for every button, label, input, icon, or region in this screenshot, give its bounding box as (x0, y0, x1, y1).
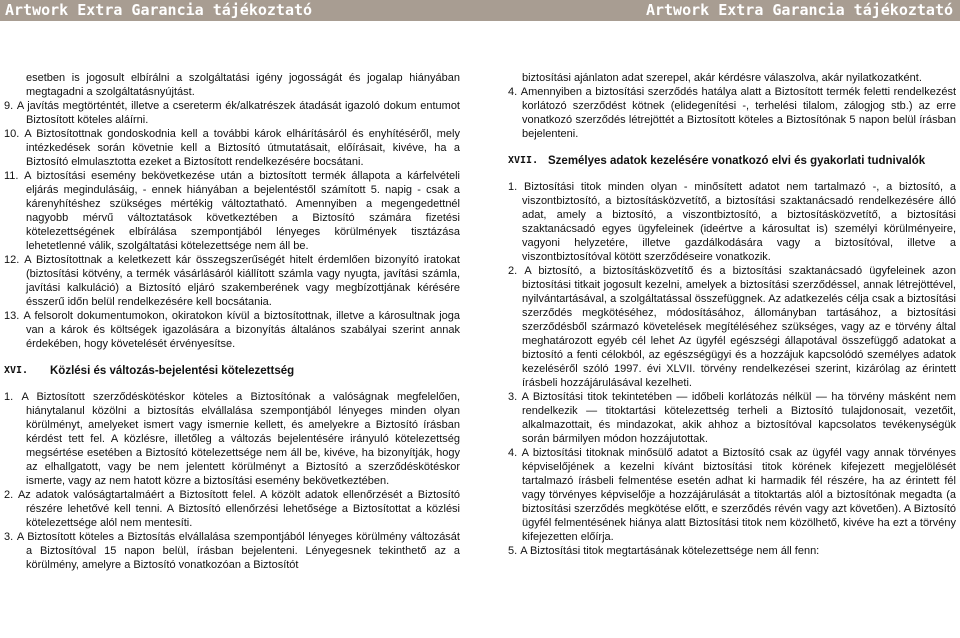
list-item (508, 180, 956, 264)
item-text: A biztosító, a biztosításközvetítő és a biztosítási szaktanácsadó ügyfeleinek azon biztosítási titkait jogosult kezelni, amelyek a biztosítási szerződéssel, annak létrejöttével, nyilvántartásával, a szolgáltatással összefüggnek. Az adatkezelés célja csak a biztosítási szerződés megkötéséhez, módosításához, állományban tartásához, a biztosítási szerződésből származó követelések megítéléséhez szükséges, vagy az e törvény által meghatározott egyéb cél lehet Az ügyfél egészségi állapotával összefüggő adatokat a biztosító a fenti célokból, az egészségügyi és a hozzájuk kapcsolódó személyes adatok kezeléséről szóló 1997. évi XLVII. törvény rendelkezései szerint, kizárólag az érintett írásbeli hozzájárulásával kezelheti. (522, 265, 957, 389)
item-number: 2. (4, 489, 14, 501)
item-text: A Biztosított szerződéskötéskor köteles a Biztosítónak a valóságnak megfelelően, hiánytalanul közölni a biztosítás elvállalása szempontjából lényeges minden olyan körülményt, amelyeket ismert vagy ismernie kellett, és amelyekre a Biztosító írásban kérdést tett fel. A közlésre, illetőleg a változás bejelentésére irányuló kötelezettség megsértése esetében a Biztosító kötelezettsége nem áll be, kivéve, ha bizonyítják, hogy az elhallgatott, vagy be nem jelentett körülményt a Biztosító a szerződéskötéskor ismerte, vagy az nem hatott közre a biztosítási esemény bekövetkeztében. (21, 391, 461, 487)
list-item (4, 99, 460, 127)
header-title-right: Artwork Extra Garancia tájékoztató (645, 1, 953, 19)
item-number: 1. (4, 391, 14, 403)
section-xvi-list (4, 390, 460, 572)
list-item (4, 488, 460, 530)
item-number: 5. (508, 545, 518, 557)
item-text: A felsorolt dokumentumokon, okiratokon kívül a biztosítottnak, illetve a károsultnak joga van a károk és költségek igazolására a bizonyítás általános szabályai szerint annak érdekében, hogy követelését érvényesítse. (23, 310, 460, 350)
item-text: A Biztosítási titok megtartásának kötelezettsége nem áll fenn: (520, 545, 820, 557)
item-number: 10. (4, 128, 20, 140)
list-item (508, 264, 956, 390)
item-number: 9. (4, 100, 14, 112)
list-item (4, 127, 460, 169)
item-text: A Biztosított köteles a Biztosítás elvállalása szempontjából lényeges körülmény változását a Biztosítóval 15 napon belül, írásban bejelenteni. Lényegesnek tekinthető az a körülmény, amelyre a Biztosító vonatkozóan a Biztosítót (16, 531, 460, 571)
list-item (508, 446, 956, 544)
item-text: A Biztosítottnak gondoskodnia kell a további károk elhárításáról és enyhítéséről, mely intézkedések során követnie kell a Biztosító útmutatásait, előírásait, kivéve, ha a Biztosító elmulasztotta ezeket a Biztosított rendelkezésére bocsátani. (24, 128, 460, 168)
item-text: A biztosítási titoknak minősülő adatot a Biztosító csak az ügyfél vagy annak törvényes képviselőjének a kezelni kívánt biztosítási titok körének kifejezett megjelölését tartalmazó írásbeli felmentése esetén adhat ki harmadik fél részére, ha az érintett fél vagy törvényes képviselője a hozzájárulását a titoktartás alól a biztosítónak megadta (a biztosítási szerződés megkötése előtt, e szerződés révén vagy azt követően). A Biztosító ügyfél felmentésének hiánya alatt Biztosítási titok nem közölhető, kivéve ha ezt a törvény kifejezetten előírja. (521, 447, 956, 543)
list-item (4, 530, 460, 572)
left-numbered-list (4, 99, 460, 351)
right-intro-paragraph: biztosítási ajánlaton adat szerepel, akár kérdésre válaszolva, akár nyilatkozatként. (522, 72, 922, 84)
item-number: 12. (4, 254, 20, 266)
list-item (4, 169, 460, 253)
item-number: 13. (4, 310, 20, 322)
page-header (0, 0, 960, 21)
left-intro-paragraph: esetben is jogosult elbírálni a szolgáltatási igény jogosságát és jogalap hiányában megtagadni a szolgáltatásnyújtást. (26, 72, 460, 98)
item-number: 3. (508, 391, 518, 403)
right-column (508, 71, 956, 558)
list-item (4, 309, 460, 351)
left-column (4, 71, 460, 572)
item-number: 4. (508, 86, 518, 98)
list-item (4, 253, 460, 309)
item-number: 11. (4, 170, 19, 182)
list-item (4, 390, 460, 488)
item-number: 4. (508, 447, 518, 459)
item-text: A Biztosítottnak a keletkezett kár összegszerűségét hitelt érdemlően bizonyító iratokat (biztosítási kötvény, a termék vásárlásáról kiállított számla vagy nyugta, javítási számla, javítási kalkuláció) a Biztosító eljáró szakemberének vagy megbízottjának kérésére ésszerű időn belül rendelkezésére kell bocsátania. (24, 254, 460, 308)
section-heading-xvii (508, 154, 956, 168)
section-xvii-list (508, 180, 956, 558)
item-text: Amennyiben a biztosítási szerződés hatálya alatt a Biztosított termék feletti rendelkezést korlátozó szerződést kötnek (elidegenítési -, terhelési tilalom, zálogjog stb.) az erre vonatkozó szerződés létrejöttét a Biztosított köteles a Biztosítónak 5 napon belül írásban bejelenteni. (520, 86, 957, 140)
section-number: XVII. (508, 155, 539, 166)
item-text: Az adatok valóságtartalmáért a Biztosított felel. A közölt adatok ellenőrzését a Biztosító részére lehetővé kell tenni. A Biztosító ellenőrzési lehetősége a Biztosítottat a közlési kötelezettsége alól nem mentesíti. (17, 489, 460, 529)
list-item (508, 390, 956, 446)
header-title-left: Artwork Extra Garancia tájékoztató (5, 1, 313, 19)
item-text: Biztosítási titok minden olyan - minősített adatot nem tartalmazó -, a biztosító, a viszontbiztosító, a biztosításközvetítő, a biztosítási szaktanácsadó rendelkezésére álló adat, amely a biztosító, a viszontbiztosító, a biztosításközvetítő, a biztosítási szaktanácsadó egyes ügyfeleinek (ideértve a károsultat is) személyi körülményeire, vagyoni helyzetére, illetve gazdálkodására vagy a biztosítóval, illetve a viszontbiztosítóval kötött szerződéseire vonatkozik. (522, 181, 956, 263)
list-item (508, 544, 956, 558)
item-number: 2. (508, 265, 518, 277)
item-number: 1. (508, 181, 518, 193)
section-heading-xvi (4, 364, 460, 378)
item-text: A javítás megtörténtét, illetve a csereterm ék/alkatrészek átadását igazoló dokum entumot Biztosított köteles aláírni. (16, 100, 460, 126)
list-item (508, 85, 956, 141)
item-number: 3. (4, 531, 14, 543)
section-title: Közlési és változás-bejelentési kötelezettség (50, 365, 295, 377)
item-text: A biztosítási esemény bekövetkezése után a biztosított termék állapota a kárfelvételi eljárás megindulásáig, - ennek hiányában a bejelentéstől számított 5. napig - csak a kárenyhítéshez szükséges mértékig változtatható. Amennyiben a megengedettnél nagyobb mérvű változtatások következtében a Biztosító számára fizetési kötelezettségének elbírálása szempontjából lényeges körülmények tisztázása lehetetlenné válik, szolgáltatási kötelezettsége nem áll be. (24, 170, 461, 252)
item-text: A Biztosítási titok tekintetében — időbeli korlátozás nélkül — ha törvény másként nem rendelkezik — titoktartási kötelezettség terheli a Biztosító tulajdonosait, vezetőit, alkalmazottait, és mindazokat, akik ahhoz a biztosítóval kapcsolatos tevékenységük során bármilyen módon hozzájutottak. (521, 391, 956, 445)
section-number: XVI. (4, 365, 29, 376)
section-title: Személyes adatok kezelésére vonatkozó elvi és gyakorlati tudnivalók (548, 155, 926, 167)
